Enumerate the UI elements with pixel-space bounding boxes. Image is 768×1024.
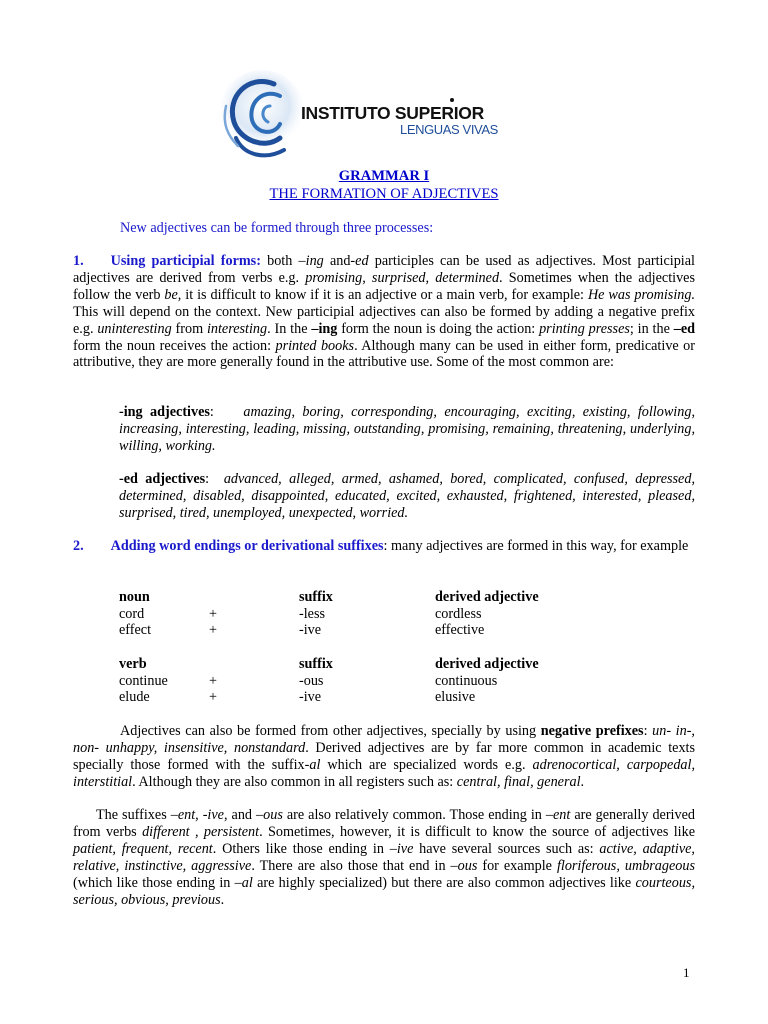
logo-subtitle: LENGUAS VIVAS	[400, 122, 498, 137]
table-header-row: verb suffix derived adjective	[119, 656, 539, 672]
table-header-row: noun suffix derived adjective	[119, 589, 539, 605]
logo-dot	[450, 98, 454, 102]
verb-suffix-table	[119, 656, 615, 706]
section-2-number: 2.	[73, 538, 84, 554]
ed-list-words: advanced, alleged, armed, ashamed, bored, complicated, confused, depressed, determined, disabled, disappointed, educated, excited, exhausted, frightened, interested, pleased, surprised, tired, unemployed, unexpected, worried.	[119, 471, 695, 521]
page-number: 1	[683, 965, 690, 980]
prefixes-paragraph: Adjectives can also be formed from other adjectives, specially by using negative prefixes: un- in-, non- unhappy, insensitive, nonstandard. Derived adjectives are by far more common in academic texts specially those formed with the suffix-al which are specialized words e.g. adrenocortical, carpopedal, interstitial. Although they are also common in all registers such as: central, final, general.	[73, 723, 696, 790]
noun-suffix-table	[119, 589, 615, 639]
section-1-number: 1.	[73, 253, 84, 269]
table-row: elude + -ive elusive	[119, 689, 476, 706]
page-subtitle: THE FORMATION OF ADJECTIVES	[269, 186, 499, 202]
ing-list-words: amazing, boring, corresponding, encouraging, exciting, existing, following, increasing, interesting, leading, missing, outstanding, promising, remaining, threatening, underlying, willing, working.	[119, 404, 695, 454]
ed-list-label: -ed adjectives	[119, 471, 206, 487]
section-2-paragraph: 2. Adding word endings or derivational suffixes: many adjectives are formed in this way, for example	[73, 538, 689, 554]
page-title: GRAMMAR I	[338, 168, 430, 184]
section-2-heading: Adding word endings or derivational suffixes	[110, 538, 384, 554]
swirl-logo-icon	[214, 66, 304, 162]
ed-adjectives-list: -ed adjectives: advanced, alleged, armed, ashamed, bored, complicated, confused, depressed, determined, disabled, disappointed, educated, excited, exhausted, frightened, interested, pleased, surprised, tired, unemployed, unexpected, worried.	[119, 471, 695, 521]
suffixes-paragraph: The suffixes –ent, -ive, and –ous are also relatively common. Those ending in –ent are generally derived from verbs different , persistent. Sometimes, however, it is difficult to know the source of adjectives like patient, frequent, recent. Others like those ending in –ive have several sources such as: active, adaptive, relative, instinctive, aggressive. There are also those that end in –ous for example floriferous, umbrageous (which like those ending in –al are highly specialized) but there are also common adjectives like courteous, serious, obvious, previous.	[73, 807, 696, 908]
table-row: continue + -ous continuous	[119, 672, 498, 689]
ing-adjectives-list: -ing adjectives: amazing, boring, corresponding, encouraging, exciting, existing, following, increasing, interesting, leading, missing, outstanding, promising, remaining, threatening, underlying, willing, working.	[119, 404, 695, 454]
section-1-paragraph: 1. Using participial forms: both –ing and-ed participles can be used as adjectives. Most participial adjectives are derived from verbs e.g. promising, surprised, determined. Sometimes when the adjectives follow the verb be, it is difficult to know if it is an adjective or a main verb, for example: He was promising. This will depend on the context. New participial adjectives can also be formed by adding a negative prefix e.g. uninteresting from interesting. In the –ing form the noun is doing the action: printing presses; in the –ed form the noun receives the action: printed books. Although many can be used in either form, predicative or attributive, they are more generally found in the attributive use. Some of the most common are:	[73, 253, 695, 371]
table-row: cord + -less cordless	[119, 605, 482, 622]
ing-list-label: -ing adjectives	[119, 404, 210, 420]
table-row: effect + -ive effective	[119, 622, 485, 639]
logo-name: INSTITUTO SUPERIOR	[301, 103, 484, 123]
section-1-heading: Using participial forms:	[110, 253, 261, 269]
intro-line: New adjectives can be formed through three processes:	[120, 220, 434, 236]
institute-logo	[214, 66, 504, 162]
